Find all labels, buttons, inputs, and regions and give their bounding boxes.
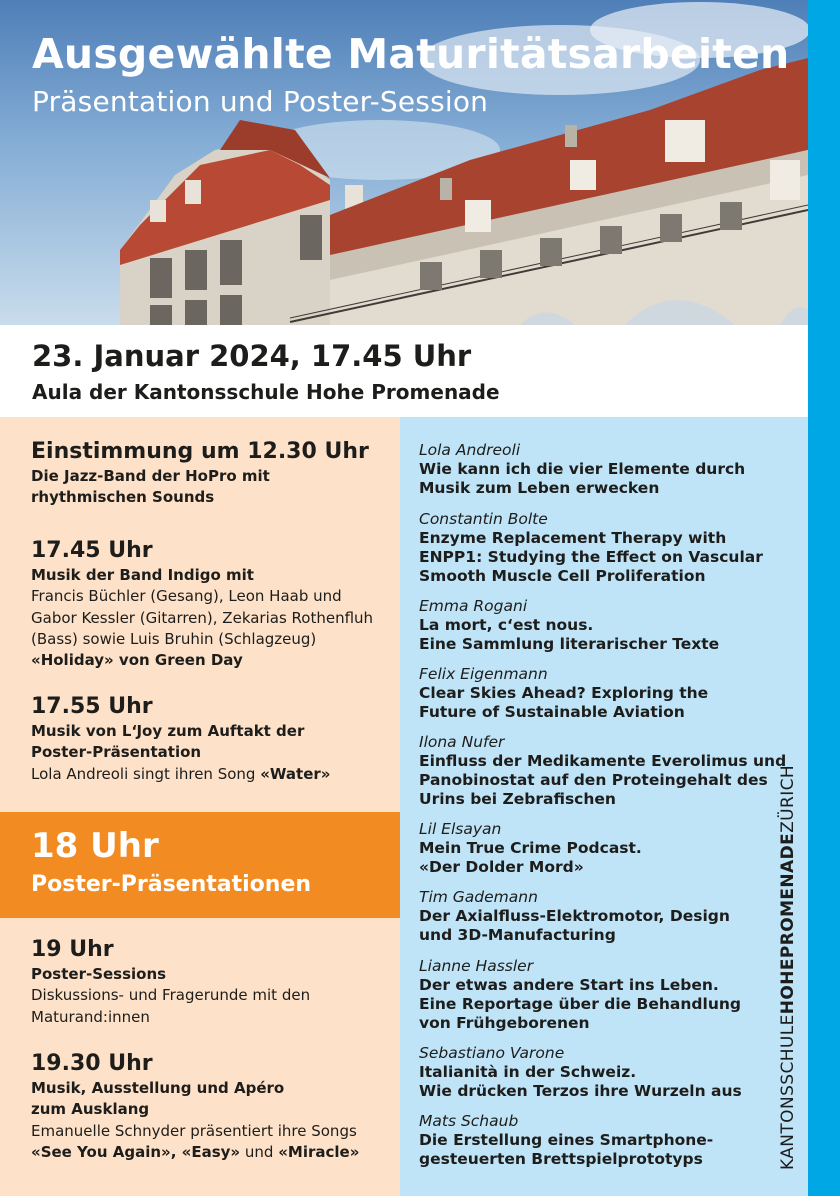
program-heading: Die Jazz-Band der HoPro mit rhythmischen Sounds: [31, 466, 270, 507]
event-info: [0, 325, 808, 417]
poster-item: [419, 820, 804, 877]
poster-author: Constantin Bolte: [419, 510, 548, 528]
program-description: Francis Büchler (Gesang), Leon Haab und Gabor Kessler (Gitarren), Zekarias Rothenfluh (Bass) sowie Luis Bruhin (Schlagzeug): [31, 587, 374, 648]
poster-author: Lianne Hassler: [419, 957, 534, 975]
program-song: «Miracle»: [278, 1143, 360, 1162]
program-description: Diskussions- und Fragerunde mit den Maturand:innen: [31, 986, 311, 1026]
poster-item: [419, 733, 804, 809]
poster-item: [419, 957, 804, 1033]
program-heading: Musik von L‘Joy zum Auftakt der Poster-Präsentation: [31, 721, 305, 762]
poster-title: Italianità in der Schweiz. Wie drücken Terzos ihre Wurzeln aus: [419, 1062, 742, 1100]
program-description: Emanuelle Schnyder präsentiert ihre Songs: [31, 1122, 357, 1140]
program-item-1745: [31, 537, 391, 672]
program-item-1930: [31, 1050, 391, 1164]
program-song: «Water»: [260, 765, 331, 783]
poster-item: [419, 597, 804, 654]
event-venue: Aula der Kantonsschule Hohe Promenade: [32, 380, 500, 404]
program-heading: Musik, Ausstellung und Apéro zum Ausklang: [31, 1078, 285, 1119]
program-time: 19.30 Uhr: [31, 1051, 153, 1076]
program-time: Einstimmung um 12.30 Uhr: [31, 439, 369, 464]
poster-title: La mort, c‘est nous. Eine Sammlung literarischer Texte: [419, 615, 720, 653]
poster-author: Lil Elsayan: [419, 820, 502, 838]
poster-author: Felix Eigenmann: [419, 665, 548, 683]
program-song: «Holiday» von Green Day: [31, 651, 243, 670]
program-item-19: [31, 936, 391, 1028]
side-accent-stripe: [808, 0, 840, 1196]
school-name-part-bold: HOHEPROMENADE: [778, 832, 798, 1015]
hero-banner: [0, 0, 808, 325]
poster-author: Emma Rogani: [419, 597, 528, 615]
program-heading: Musik der Band Indigo mit: [31, 565, 254, 584]
poster-title: Die Erstellung eines Smartphone-gesteuerten Brettspielprototyps: [419, 1130, 714, 1168]
program-connector: und: [244, 1143, 274, 1162]
program-time: 19 Uhr: [31, 937, 114, 962]
poster-item: [419, 441, 804, 498]
hero-subtitle: Präsentation und Poster-Session: [32, 85, 489, 118]
program-text: Lola Andreoli singt ihren Song: [31, 765, 256, 783]
poster-list: [400, 417, 808, 1196]
school-name-vertical: [778, 700, 798, 1170]
program-song: «See You Again», «Easy»: [31, 1143, 241, 1162]
poster-title: Enzyme Replacement Therapy with ENPP1: Studying the Effect on Vascular Smooth Muscle Cell Proliferation: [419, 528, 763, 585]
poster-author: Lola Andreoli: [419, 441, 521, 459]
poster-author: Ilona Nufer: [419, 733, 505, 751]
poster-title: Wie kann ich die vier Elemente durch Musik zum Leben erwecken: [419, 459, 746, 497]
hero-title: Ausgewählte Maturitätsarbeiten: [32, 30, 790, 78]
poster-item: [419, 665, 804, 722]
school-name-part: KANTONSSCHULE: [778, 1014, 798, 1170]
poster-author: Sebastiano Varone: [419, 1044, 565, 1062]
poster-item: [419, 1112, 804, 1169]
poster-title: Mein True Crime Podcast. «Der Dolder Mord»: [419, 838, 642, 876]
poster-item: [419, 510, 804, 586]
event-date: 23. Januar 2024, 17.45 Uhr: [32, 339, 472, 373]
program-time: 17.55 Uhr: [31, 694, 153, 719]
program-item-intro: [31, 438, 391, 509]
poster-title: Clear Skies Ahead? Exploring the Future of Sustainable Aviation: [419, 683, 709, 721]
program-songs: [31, 1142, 391, 1163]
highlight-band: [0, 812, 400, 918]
program-description: [31, 764, 391, 785]
highlight-time: 18 Uhr: [31, 826, 159, 866]
poster-item: [419, 1044, 804, 1101]
highlight-title: Poster-Präsentationen: [31, 872, 312, 897]
poster-title: Einfluss der Medikamente Everolimus und Panobinostat auf den Proteingehalt des Urins bei Zebrafischen: [419, 751, 787, 808]
poster-item: [419, 888, 804, 945]
poster-author: Tim Gademann: [419, 888, 538, 906]
poster-title: Der Axialfluss-Elektromotor, Design und 3D-Manufacturing: [419, 906, 730, 944]
program-item-1755: [31, 693, 391, 785]
program-time: 17.45 Uhr: [31, 538, 153, 563]
program-column: [0, 417, 400, 1196]
poster-title: Der etwas andere Start ins Leben. Eine Reportage über die Behandlung von Frühgeborenen: [419, 975, 741, 1032]
poster-author: Mats Schaub: [419, 1112, 519, 1130]
program-heading: Poster-Sessions: [31, 964, 167, 983]
school-name-part: ZÜRICH: [778, 764, 798, 833]
